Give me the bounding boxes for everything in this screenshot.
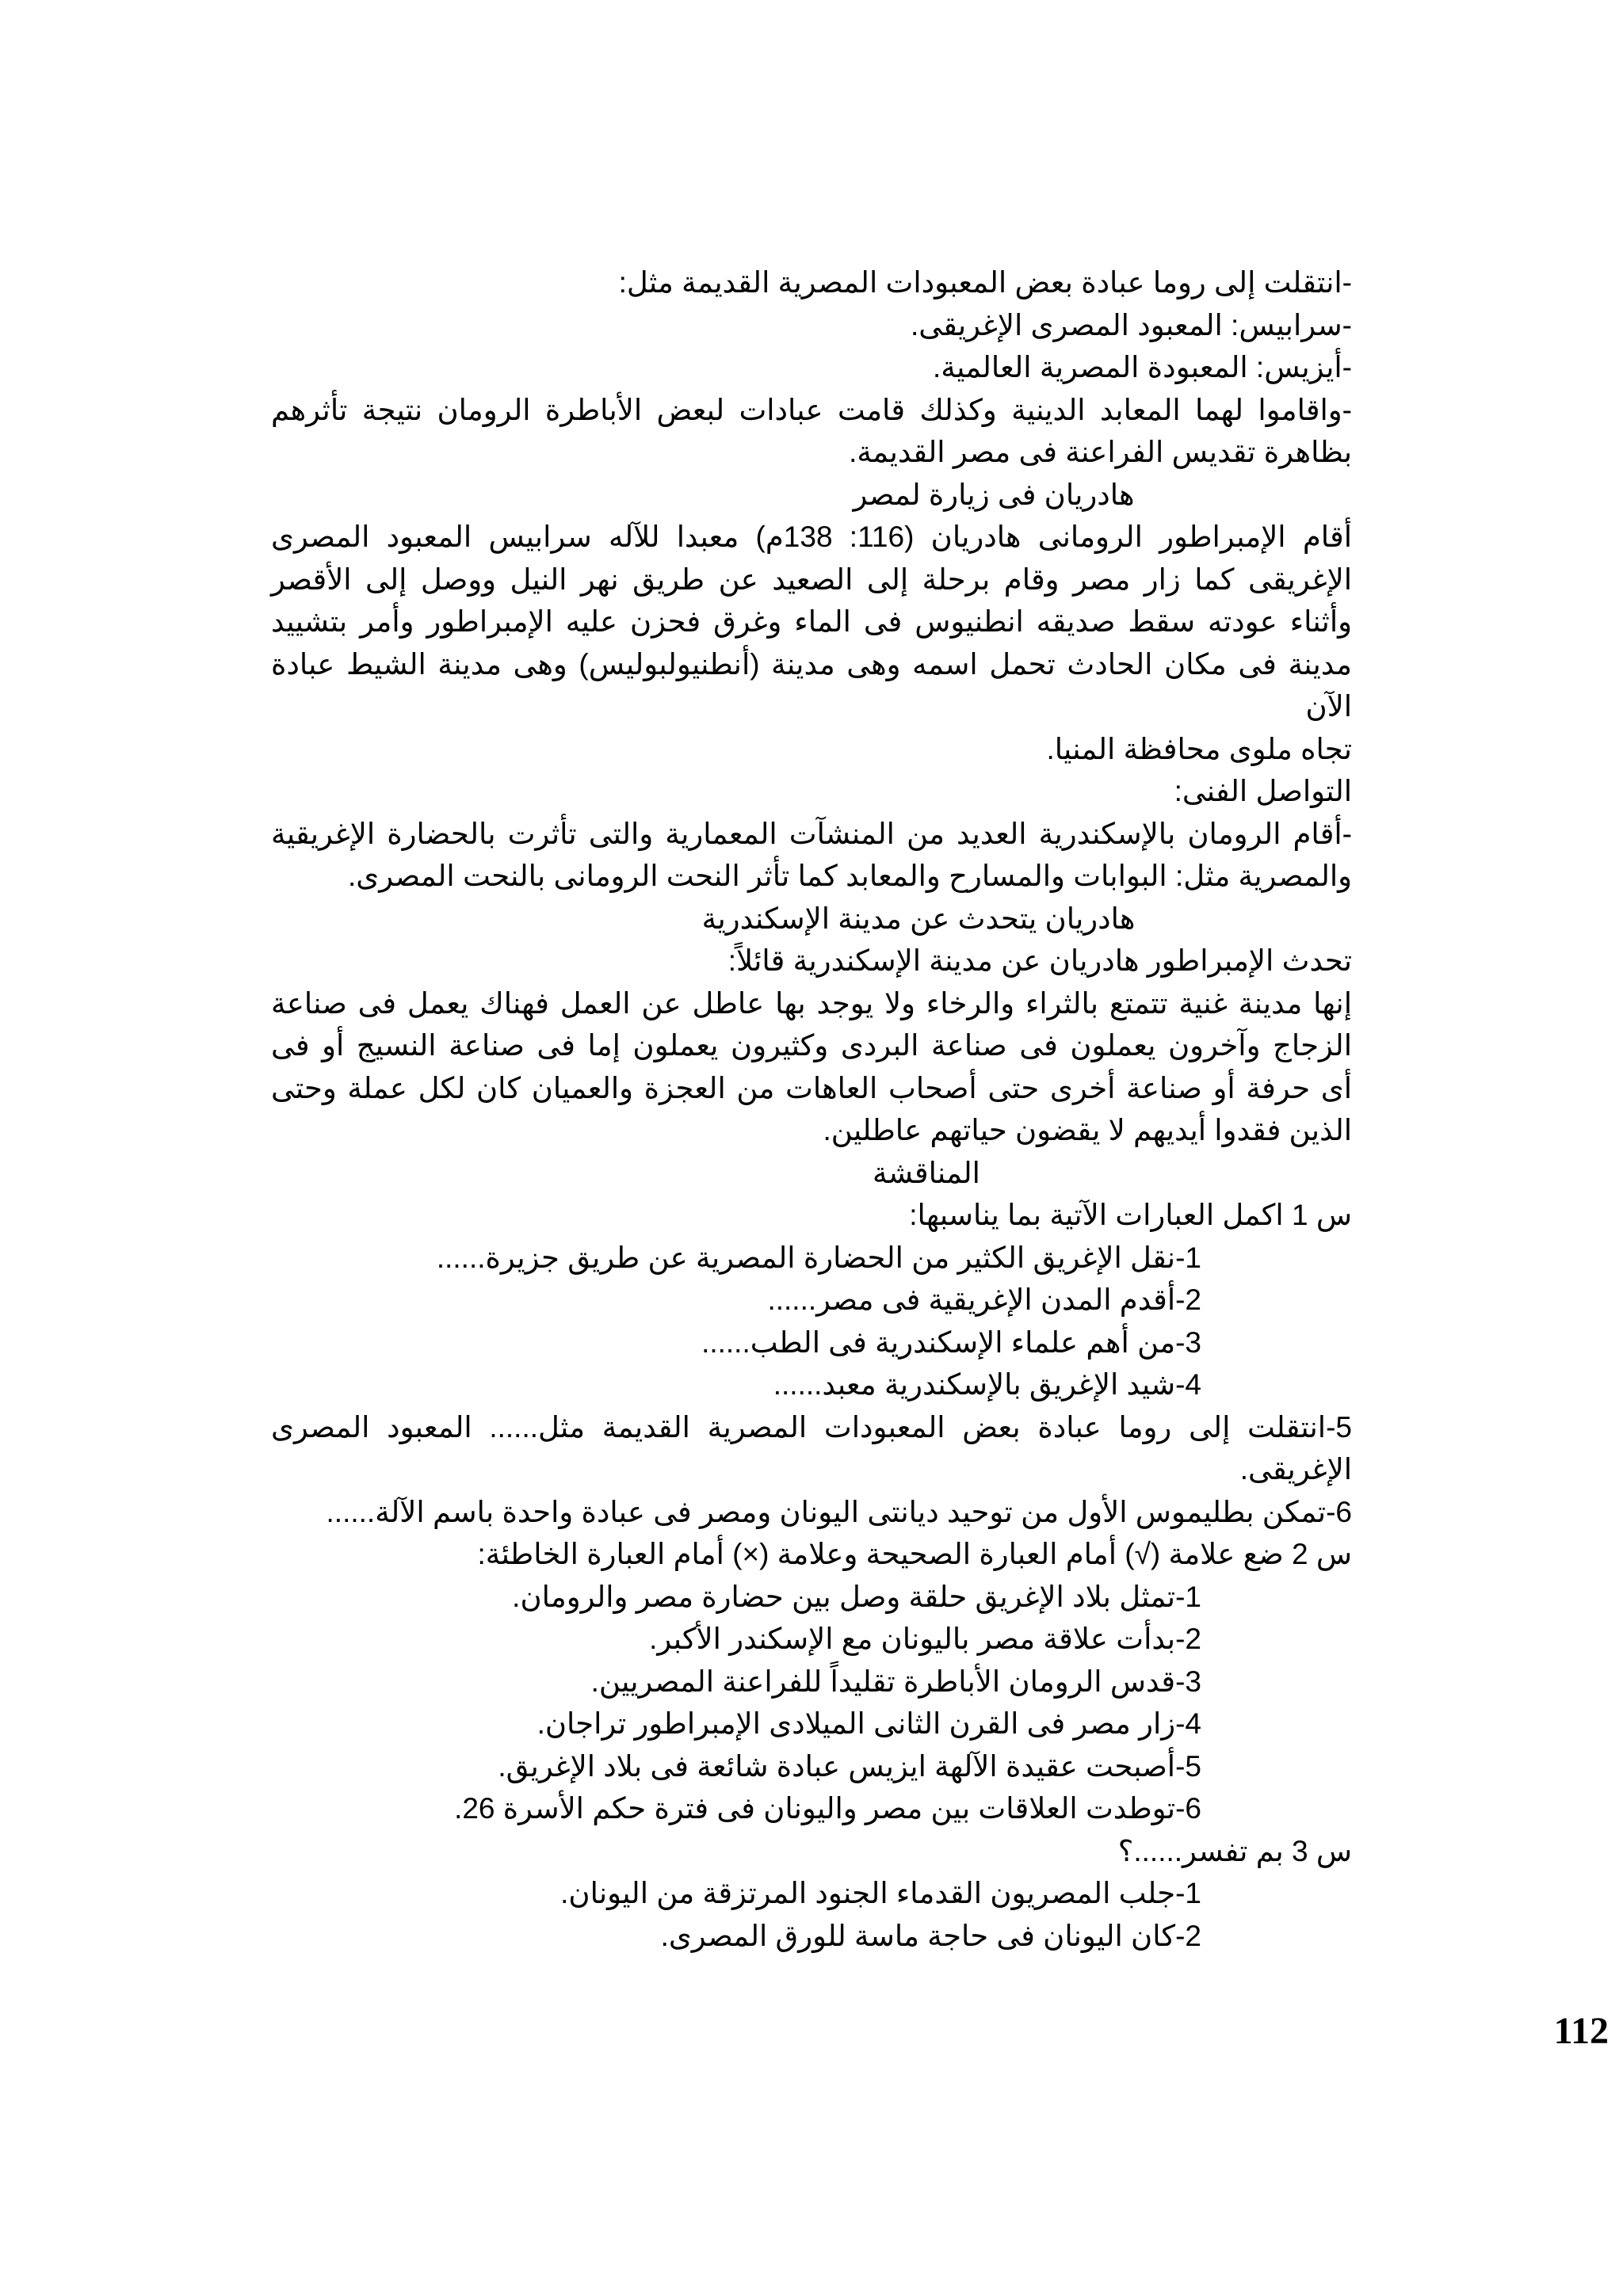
body-line: -انتقلت إلى روما عبادة بعض المعبودات المصرية القديمة مثل: bbox=[618, 266, 1352, 299]
body-line: مدينة فى مكان الحادث تحمل اسمه وهى مدينة (أنطنيولبوليس) وهى مدينة الشيط عبادة الآن bbox=[271, 647, 1352, 723]
body-line: -أيزيس: المعبودة المصرية العالمية. bbox=[932, 351, 1352, 383]
page-body bbox=[271, 261, 1352, 1957]
question-2-title: س 2 ضع علامة (√) أمام العبارة الصحيحة وعلامة (×) أمام العبارة الخاطئة: bbox=[477, 1538, 1352, 1570]
page-number: 112 bbox=[1553, 2010, 1609, 2052]
section-heading-hadrian-alexandria: هادريان يتحدث عن مدينة الإسكندرية bbox=[701, 902, 1136, 935]
body-line: الزجاج وآخرون يعملون فى صناعة البردى وكثيرون يعملون إما فى صناعة النسيج أو فى bbox=[271, 1029, 1352, 1062]
question-item: 2-أقدم المدن الإغريقية فى مصر...... bbox=[767, 1283, 1201, 1316]
question-item: 1-نقل الإغريق الكثير من الحضارة المصرية عن طريق جزيرة...... bbox=[436, 1241, 1201, 1274]
body-line: بظاهرة تقديس الفراعنة فى مصر القديمة. bbox=[849, 436, 1352, 468]
question-item: 1-تمثل بلاد الإغريق حلقة وصل بين حضارة مصر والرومان. bbox=[512, 1580, 1201, 1613]
section-heading-hadrian-visit: هادريان فى زيارة لمصر bbox=[853, 478, 1135, 511]
body-line: الإغريقى كما زار مصر وقام برحلة إلى الصعيد عن طريق نهر النيل ووصل إلى الأقصر bbox=[271, 563, 1352, 596]
body-line: تحدث الإمبراطور هادريان عن مدينة الإسكندرية قائلاً: bbox=[727, 944, 1352, 977]
body-line: والمصرية مثل: البوابات والمسارح والمعابد كما تأثر النحت الرومانى بالنحت المصرى. bbox=[347, 860, 1352, 892]
body-line: وأثناء عودته سقط صديقه انطنيوس فى الماء وغرق فحزن عليه الإمبراطور وأمر بتشييد bbox=[271, 605, 1352, 638]
section-heading-discussion: المناقشة bbox=[873, 1156, 980, 1189]
body-line: -أقام الرومان بالإسكندرية العديد من المنشآت المعمارية والتى تأثرت بالحضارة الإغريقية bbox=[271, 817, 1352, 850]
question-3-title: س 3 بم تفسر......؟ bbox=[1117, 1834, 1352, 1867]
question-item: 4-شيد الإغريق بالإسكندرية معبد...... bbox=[773, 1368, 1201, 1401]
question-item-continued: الإغريقى. bbox=[1239, 1453, 1352, 1486]
body-line: أقام الإمبراطور الرومانى هادريان (116: 138م) معبدا للآله سرابيس المعبود المصرى bbox=[271, 521, 1352, 553]
question-1-title: س 1 اكمل العبارات الآتية بما يناسبها: bbox=[909, 1199, 1352, 1231]
question-item: 2-بدأت علاقة مصر باليونان مع الإسكندر الأكبر. bbox=[649, 1623, 1201, 1655]
section-heading-artistic-exchange: التواصل الفنى: bbox=[1174, 775, 1352, 807]
question-item: 6-توطدت العلاقات بين مصر واليونان فى فترة حكم الأسرة 26. bbox=[454, 1792, 1201, 1825]
body-line: الذين فقدوا أيديهم لا يقضون حياتهم عاطلين. bbox=[823, 1114, 1352, 1146]
question-item: 1-جلب المصريون القدماء الجنود المرتزقة من اليونان. bbox=[560, 1877, 1201, 1909]
question-item: 6-تمكن بطليموس الأول من توحيد ديانتى اليونان ومصر فى عبادة واحدة باسم الآلة...... bbox=[326, 1495, 1352, 1528]
body-line: تجاه ملوى محافظة المنيا. bbox=[1046, 732, 1352, 765]
question-item: 3-من أهم علماء الإسكندرية فى الطب...... bbox=[701, 1325, 1201, 1359]
body-line: -واقاموا لهما المعابد الدينية وكذلك قامت عبادات لبعض الأباطرة الرومان نتيجة تأثرهم bbox=[271, 393, 1352, 426]
body-line: أى حرفة أو صناعة أخرى حتى أصحاب العاهات من العجزة والعميان كان لكل عملة وحتى bbox=[271, 1071, 1352, 1104]
question-item: 3-قدس الرومان الأباطرة تقليداً للفراعنة المصريين. bbox=[590, 1665, 1201, 1698]
body-line: إنها مدينة غنية تتمتع بالثراء والرخاء ولا يوجد بها عاطل عن العمل فهناك يعمل فى صناعة bbox=[271, 986, 1352, 1020]
question-item: 5-أصبحت عقيدة الآلهة ايزيس عبادة شائعة فى بلاد الإغريق. bbox=[498, 1749, 1201, 1783]
question-item: 4-زار مصر فى القرن الثانى الميلادى الإمبراطور تراجان. bbox=[537, 1707, 1201, 1740]
body-line: -سرابيس: المعبود المصرى الإغريقى. bbox=[910, 308, 1352, 341]
question-item: 2-كان اليونان فى حاجة ماسة للورق المصرى. bbox=[660, 1919, 1201, 1952]
question-item: 5-انتقلت إلى روما عبادة بعض المعبودات المصرية القديمة مثل...... المعبود المصرى bbox=[271, 1410, 1352, 1444]
